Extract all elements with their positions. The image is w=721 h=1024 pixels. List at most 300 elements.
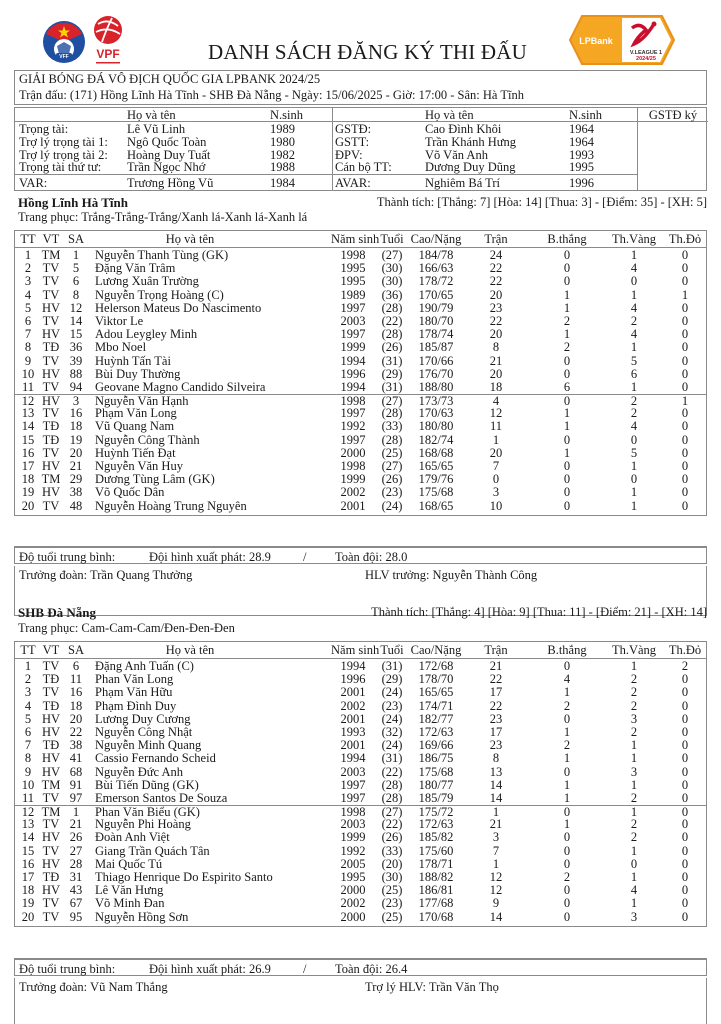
starting-player-row bbox=[15, 713, 706, 726]
matches-played: 1 bbox=[492, 432, 500, 447]
home-team-kit: Trang phục: Trắng-Trắng-Trắng/Xanh lá-Xanh lá-Xanh lá bbox=[18, 210, 308, 224]
height-weight: 170/65 bbox=[418, 287, 454, 302]
goals: 0 bbox=[563, 843, 571, 858]
goals: 1 bbox=[563, 777, 571, 792]
birth-year: 1999 bbox=[340, 830, 366, 845]
official-name: Lê Vũ Linh bbox=[127, 122, 186, 136]
birth-year: 2003 bbox=[340, 817, 366, 832]
goals: 0 bbox=[563, 830, 571, 845]
matches-played: 22 bbox=[489, 274, 503, 289]
birth-year: 1996 bbox=[340, 366, 366, 381]
red-cards: 0 bbox=[681, 685, 689, 700]
official-role: Trọng tài thứ tư: bbox=[19, 160, 102, 174]
yellow-cards: 2 bbox=[630, 817, 638, 832]
birth-year: 1995 bbox=[340, 274, 366, 289]
column-header-age: Tuổi bbox=[380, 232, 404, 246]
yellow-cards: 4 bbox=[630, 261, 638, 276]
position: TĐ bbox=[42, 419, 60, 434]
height-weight: 165/65 bbox=[418, 685, 454, 700]
position: HV bbox=[41, 883, 61, 898]
header-year: N.sinh bbox=[270, 108, 303, 122]
shirt-number: 6 bbox=[72, 274, 80, 289]
official-year: 1964 bbox=[569, 135, 594, 149]
row-number: 9 bbox=[24, 353, 32, 368]
position: TV bbox=[42, 498, 60, 513]
player-name: Thiago Henrique Do Espirito Santo bbox=[95, 870, 273, 884]
age: (27) bbox=[381, 394, 403, 409]
row-number: 10 bbox=[21, 366, 35, 381]
player-name: Nguyễn Công Nhật bbox=[95, 724, 193, 739]
starting-player-row bbox=[15, 368, 706, 381]
average-age-label: Độ tuổi trung bình: bbox=[19, 962, 116, 976]
goals: 2 bbox=[563, 340, 571, 355]
shirt-number: 36 bbox=[69, 340, 83, 355]
age: (22) bbox=[381, 817, 403, 832]
matches-played: 23 bbox=[489, 711, 503, 726]
goals: 0 bbox=[563, 498, 571, 513]
official-row bbox=[333, 161, 637, 174]
goals: 4 bbox=[563, 672, 571, 687]
player-name: Helerson Mateus Do Nascimento bbox=[95, 300, 262, 315]
goals: 1 bbox=[563, 685, 571, 700]
red-cards: 0 bbox=[681, 327, 689, 342]
matches-played: 14 bbox=[489, 909, 503, 924]
shirt-number: 16 bbox=[69, 685, 83, 700]
birth-year: 1998 bbox=[340, 394, 366, 409]
var-row bbox=[15, 174, 332, 191]
officials-header bbox=[333, 108, 637, 122]
home-team-name: Hồng Lĩnh Hà Tĩnh bbox=[18, 195, 128, 210]
official-name: Trương Hồng Vũ bbox=[127, 176, 214, 190]
age: (28) bbox=[381, 432, 403, 447]
row-number: 3 bbox=[24, 685, 32, 700]
age: (33) bbox=[381, 843, 403, 858]
matches-played: 4 bbox=[492, 394, 500, 409]
column-header-shirt-number: SA bbox=[68, 643, 84, 657]
player-name: Lương Xuân Trường bbox=[95, 274, 199, 289]
row-number: 20 bbox=[21, 909, 35, 924]
height-weight: 179/76 bbox=[418, 472, 454, 487]
starting-player-row bbox=[15, 381, 706, 394]
yellow-cards: 1 bbox=[630, 485, 638, 500]
row-number: 8 bbox=[24, 751, 32, 766]
height-weight: 178/71 bbox=[418, 856, 454, 871]
red-cards: 0 bbox=[681, 248, 689, 262]
player-name: Nguyễn Trọng Hoàng (C) bbox=[95, 287, 224, 302]
birth-year: 2002 bbox=[340, 896, 366, 911]
yellow-cards: 1 bbox=[630, 498, 638, 513]
goals: 2 bbox=[563, 738, 571, 753]
shirt-number: 14 bbox=[69, 313, 83, 328]
yellow-cards: 1 bbox=[630, 805, 638, 820]
yellow-cards: 1 bbox=[630, 870, 638, 884]
shirt-number: 29 bbox=[69, 472, 83, 487]
birth-year: 1998 bbox=[340, 459, 366, 473]
away-team-record: Thành tích: [Thắng: 4] [Hòa: 9] [Thua: 11] - [Điểm: 21] - [XH: 14] bbox=[371, 605, 707, 619]
assistant-coach: Trợ lý HLV: Trần Văn Thọ bbox=[365, 980, 499, 994]
page-title: DANH SÁCH ĐĂNG KÝ THI ĐẤU bbox=[207, 40, 528, 64]
player-name: Phan Văn Biểu (GK) bbox=[95, 805, 200, 820]
svg-text:V.LEAGUE 1: V.LEAGUE 1 bbox=[629, 50, 663, 56]
age: (25) bbox=[381, 909, 403, 924]
height-weight: 180/77 bbox=[418, 777, 454, 792]
row-number: 2 bbox=[24, 672, 32, 687]
player-name: Nguyễn Hoàng Trung Nguyên bbox=[95, 498, 247, 513]
position: HV bbox=[41, 764, 61, 779]
matches-played: 1 bbox=[492, 805, 500, 820]
roster-header bbox=[15, 642, 706, 659]
shirt-number: 1 bbox=[72, 805, 80, 820]
height-weight: 174/71 bbox=[418, 698, 454, 713]
goals: 0 bbox=[563, 856, 571, 871]
red-cards: 1 bbox=[681, 287, 689, 302]
height-weight: 170/63 bbox=[418, 406, 454, 421]
position: TM bbox=[41, 248, 61, 262]
red-cards: 0 bbox=[681, 672, 689, 687]
position: TV bbox=[42, 379, 60, 394]
substitute-player-row bbox=[15, 434, 706, 447]
shirt-number: 68 bbox=[69, 764, 83, 779]
column-header-player-name: Họ và tên bbox=[165, 232, 215, 246]
age: (30) bbox=[381, 870, 403, 884]
row-number: 16 bbox=[21, 856, 35, 871]
away-team-roster bbox=[14, 641, 707, 927]
goals: 0 bbox=[563, 896, 571, 911]
shirt-number: 67 bbox=[69, 896, 83, 911]
goals: 6 bbox=[563, 379, 571, 394]
goals: 0 bbox=[563, 711, 571, 726]
age: (27) bbox=[381, 459, 403, 473]
position: TV bbox=[42, 274, 60, 289]
height-weight: 172/63 bbox=[418, 817, 454, 832]
red-cards: 0 bbox=[681, 738, 689, 753]
column-header-yellow-cards: Th.Vàng bbox=[611, 232, 657, 246]
birth-year: 1995 bbox=[340, 261, 366, 276]
row-number: 14 bbox=[21, 419, 35, 434]
official-name: Dương Duy Dũng bbox=[425, 160, 516, 174]
player-name: Mai Quốc Tú bbox=[95, 856, 163, 871]
starting-player-row bbox=[15, 355, 706, 368]
position: TV bbox=[42, 843, 60, 858]
shirt-number: 3 bbox=[72, 394, 80, 409]
red-cards: 0 bbox=[681, 406, 689, 421]
birth-year: 2000 bbox=[340, 909, 366, 924]
player-name: Nguyễn Văn Hạnh bbox=[95, 394, 189, 409]
matches-played: 12 bbox=[489, 406, 503, 421]
starting-player-row bbox=[15, 700, 706, 713]
goals: 1 bbox=[563, 406, 571, 421]
height-weight: 186/81 bbox=[418, 883, 454, 898]
height-weight: 190/79 bbox=[418, 300, 454, 315]
yellow-cards: 1 bbox=[630, 777, 638, 792]
official-year: 1982 bbox=[270, 148, 295, 162]
goals: 0 bbox=[563, 764, 571, 779]
goals: 2 bbox=[563, 698, 571, 713]
shirt-number: 31 bbox=[69, 870, 83, 884]
age: (30) bbox=[381, 274, 403, 289]
starting-player-row bbox=[15, 289, 706, 302]
column-header-player-name: Họ và tên bbox=[165, 643, 215, 657]
player-name: Geovane Magno Candido Silveira bbox=[95, 379, 266, 394]
age: (27) bbox=[381, 248, 403, 262]
birth-year: 1999 bbox=[340, 472, 366, 487]
player-name: Nguyễn Thanh Tùng (GK) bbox=[95, 248, 229, 262]
row-number: 6 bbox=[24, 724, 32, 739]
age: (28) bbox=[381, 777, 403, 792]
matches-played: 14 bbox=[489, 790, 503, 805]
yellow-cards: 2 bbox=[630, 685, 638, 700]
player-name: Đặng Anh Tuấn (C) bbox=[95, 659, 194, 673]
height-weight: 168/65 bbox=[418, 498, 454, 513]
red-cards: 0 bbox=[681, 472, 689, 487]
red-cards: 0 bbox=[681, 698, 689, 713]
red-cards: 0 bbox=[681, 498, 689, 513]
head-coach: HLV trưởng: Nguyễn Thành Công bbox=[365, 568, 538, 582]
birth-year: 1999 bbox=[340, 340, 366, 355]
height-weight: 180/80 bbox=[418, 419, 454, 434]
birth-year: 2001 bbox=[340, 738, 366, 753]
official-year: 1964 bbox=[569, 122, 594, 136]
column-header-height-weight: Cao/Nặng bbox=[410, 232, 462, 246]
shirt-number: 38 bbox=[69, 738, 83, 753]
player-name: Huỳnh Tấn Tài bbox=[95, 353, 171, 368]
age: (31) bbox=[381, 353, 403, 368]
player-name: Lương Duy Cương bbox=[95, 711, 191, 726]
birth-year: 1997 bbox=[340, 406, 366, 421]
official-name: Cao Đình Khôi bbox=[425, 122, 502, 136]
shirt-number: 20 bbox=[69, 711, 83, 726]
player-name: Võ Minh Đan bbox=[95, 896, 165, 911]
shirt-number: 21 bbox=[69, 459, 83, 473]
matches-played: 11 bbox=[489, 419, 503, 434]
red-cards: 0 bbox=[681, 419, 689, 434]
red-cards: 0 bbox=[681, 366, 689, 381]
height-weight: 185/87 bbox=[418, 340, 454, 355]
shirt-number: 38 bbox=[69, 485, 83, 500]
official-name: Trần Ngọc Nhớ bbox=[127, 160, 206, 174]
away-staff-box bbox=[14, 978, 707, 1024]
row-number: 9 bbox=[24, 764, 32, 779]
team-manager: Trưởng đoàn: Vũ Nam Thắng bbox=[19, 980, 168, 994]
goals: 0 bbox=[563, 353, 571, 368]
yellow-cards: 1 bbox=[630, 248, 638, 262]
goals: 0 bbox=[563, 394, 571, 409]
birth-year: 1997 bbox=[340, 327, 366, 342]
shirt-number: 8 bbox=[72, 287, 80, 302]
age: (22) bbox=[381, 313, 403, 328]
yellow-cards: 0 bbox=[630, 432, 638, 447]
height-weight: 172/63 bbox=[418, 724, 454, 739]
player-name: Phạm Văn Long bbox=[95, 406, 177, 421]
red-cards: 0 bbox=[681, 817, 689, 832]
height-weight: 175/68 bbox=[418, 764, 454, 779]
matches-played: 21 bbox=[489, 353, 503, 368]
position: TV bbox=[42, 261, 60, 276]
shirt-number: 18 bbox=[69, 698, 83, 713]
matches-played: 22 bbox=[489, 698, 503, 713]
official-role: Trọng tài: bbox=[19, 122, 69, 136]
birth-year: 2001 bbox=[340, 685, 366, 700]
shirt-number: 94 bbox=[69, 379, 83, 394]
matches-played: 22 bbox=[489, 261, 503, 276]
position: HV bbox=[41, 485, 61, 500]
player-name: Cassio Fernando Scheid bbox=[95, 751, 216, 766]
height-weight: 170/66 bbox=[418, 353, 454, 368]
header-name: Họ và tên bbox=[127, 108, 176, 122]
official-year: 1984 bbox=[270, 176, 295, 190]
average-age-label: Độ tuổi trung bình: bbox=[19, 550, 116, 564]
birth-year: 1995 bbox=[340, 870, 366, 884]
height-weight: 170/68 bbox=[418, 909, 454, 924]
starting-player-row bbox=[15, 766, 706, 779]
red-cards: 0 bbox=[681, 777, 689, 792]
age: (31) bbox=[381, 379, 403, 394]
red-cards: 0 bbox=[681, 724, 689, 739]
birth-year: 1997 bbox=[340, 777, 366, 792]
yellow-cards: 1 bbox=[630, 738, 638, 753]
svg-text:VFF: VFF bbox=[59, 54, 69, 60]
yellow-cards: 5 bbox=[630, 353, 638, 368]
red-cards: 0 bbox=[681, 300, 689, 315]
shirt-number: 41 bbox=[69, 751, 83, 766]
official-row bbox=[15, 161, 332, 174]
yellow-cards: 1 bbox=[630, 459, 638, 473]
row-number: 12 bbox=[21, 805, 35, 820]
age: (22) bbox=[381, 764, 403, 779]
shirt-number: 21 bbox=[69, 817, 83, 832]
position: TM bbox=[41, 472, 61, 487]
matches-played: 7 bbox=[492, 459, 500, 473]
age: (31) bbox=[381, 751, 403, 766]
average-age-squad: Toàn đội: 26.4 bbox=[335, 962, 408, 976]
position: HV bbox=[41, 300, 61, 315]
player-name: Huỳnh Tiến Đạt bbox=[95, 445, 176, 460]
row-number: 15 bbox=[21, 432, 35, 447]
player-name: Võ Quốc Dân bbox=[95, 485, 165, 500]
row-number: 13 bbox=[21, 406, 35, 421]
position: TĐ bbox=[42, 698, 60, 713]
birth-year: 1989 bbox=[340, 287, 366, 302]
matches-played: 12 bbox=[489, 883, 503, 898]
position: TV bbox=[42, 353, 60, 368]
age: (25) bbox=[381, 883, 403, 898]
age: (28) bbox=[381, 790, 403, 805]
player-name: Emerson Santos De Souza bbox=[95, 790, 228, 805]
average-age-squad: Toàn đội: 28.0 bbox=[335, 550, 408, 564]
matches-played: 17 bbox=[489, 724, 503, 739]
birth-year: 2002 bbox=[340, 485, 366, 500]
substitute-player-row bbox=[15, 420, 706, 433]
matches-played: 0 bbox=[492, 472, 500, 487]
column-header-red-cards: Th.Đỏ bbox=[668, 643, 702, 657]
player-name: Nguyễn Minh Quang bbox=[95, 738, 202, 753]
shirt-number: 18 bbox=[69, 419, 83, 434]
birth-year: 2005 bbox=[340, 856, 366, 871]
goals: 1 bbox=[563, 445, 571, 460]
shirt-number: 11 bbox=[69, 672, 83, 687]
signature-header bbox=[638, 108, 708, 122]
row-number: 8 bbox=[24, 340, 32, 355]
yellow-cards: 2 bbox=[630, 313, 638, 328]
column-header-goals: B.thắng bbox=[547, 232, 587, 246]
yellow-cards: 2 bbox=[630, 394, 638, 409]
height-weight: 173/73 bbox=[418, 394, 454, 409]
age: (30) bbox=[381, 261, 403, 276]
column-header-matches-played: Trận bbox=[484, 643, 508, 657]
team-manager: Trưởng đoàn: Trần Quang Thưởng bbox=[19, 568, 193, 582]
birth-year: 1997 bbox=[340, 300, 366, 315]
goals: 0 bbox=[563, 909, 571, 924]
yellow-cards: 1 bbox=[630, 843, 638, 858]
player-name: Phạm Văn Hữu bbox=[95, 685, 173, 700]
position: HV bbox=[41, 711, 61, 726]
yellow-cards: 1 bbox=[630, 659, 638, 673]
goals: 0 bbox=[563, 805, 571, 820]
substitute-player-row bbox=[15, 486, 706, 499]
player-name: Nguyễn Phi Hoàng bbox=[95, 817, 191, 832]
birth-year: 2000 bbox=[340, 445, 366, 460]
age: (24) bbox=[381, 685, 403, 700]
birth-year: 1994 bbox=[340, 379, 366, 394]
birth-year: 1994 bbox=[340, 353, 366, 368]
age: (32) bbox=[381, 724, 403, 739]
matches-played: 24 bbox=[489, 248, 503, 262]
birth-year: 2001 bbox=[340, 711, 366, 726]
official-role: AVAR: bbox=[335, 176, 371, 190]
position: TV bbox=[42, 287, 60, 302]
red-cards: 0 bbox=[681, 340, 689, 355]
height-weight: 168/68 bbox=[418, 445, 454, 460]
age: (29) bbox=[381, 366, 403, 381]
birth-year: 1996 bbox=[340, 672, 366, 687]
matches-played: 8 bbox=[492, 340, 500, 355]
separator: / bbox=[303, 962, 307, 976]
row-number: 13 bbox=[21, 817, 35, 832]
shirt-number: 43 bbox=[69, 883, 83, 898]
matches-played: 20 bbox=[489, 366, 503, 381]
position: TV bbox=[42, 313, 60, 328]
position: TV bbox=[42, 685, 60, 700]
yellow-cards: 4 bbox=[630, 419, 638, 434]
official-name: Hoàng Duy Tuất bbox=[127, 148, 211, 162]
column-header-age: Tuổi bbox=[380, 643, 404, 657]
svg-text:VPF: VPF bbox=[96, 47, 120, 61]
row-number: 5 bbox=[24, 711, 32, 726]
row-number: 18 bbox=[21, 472, 35, 487]
height-weight: 182/77 bbox=[418, 711, 454, 726]
goals: 0 bbox=[563, 485, 571, 500]
shirt-number: 16 bbox=[69, 406, 83, 421]
row-number: 19 bbox=[21, 896, 35, 911]
height-weight: 166/63 bbox=[418, 261, 454, 276]
yellow-cards: 4 bbox=[630, 883, 638, 898]
average-age-starting: Đội hình xuất phát: 26.9 bbox=[149, 962, 271, 976]
position: HV bbox=[41, 327, 61, 342]
age: (26) bbox=[381, 340, 403, 355]
officials-table bbox=[14, 107, 707, 191]
goals: 1 bbox=[563, 287, 571, 302]
shirt-number: 26 bbox=[69, 830, 83, 845]
official-name: Ngô Quốc Toàn bbox=[127, 135, 207, 149]
shirt-number: 97 bbox=[69, 790, 83, 805]
position: TV bbox=[42, 445, 60, 460]
matches-played: 13 bbox=[489, 764, 503, 779]
player-name: Viktor Le bbox=[95, 313, 144, 328]
red-cards: 0 bbox=[681, 764, 689, 779]
yellow-cards: 1 bbox=[630, 896, 638, 911]
player-name: Vũ Quang Nam bbox=[95, 419, 175, 434]
age: (24) bbox=[381, 738, 403, 753]
